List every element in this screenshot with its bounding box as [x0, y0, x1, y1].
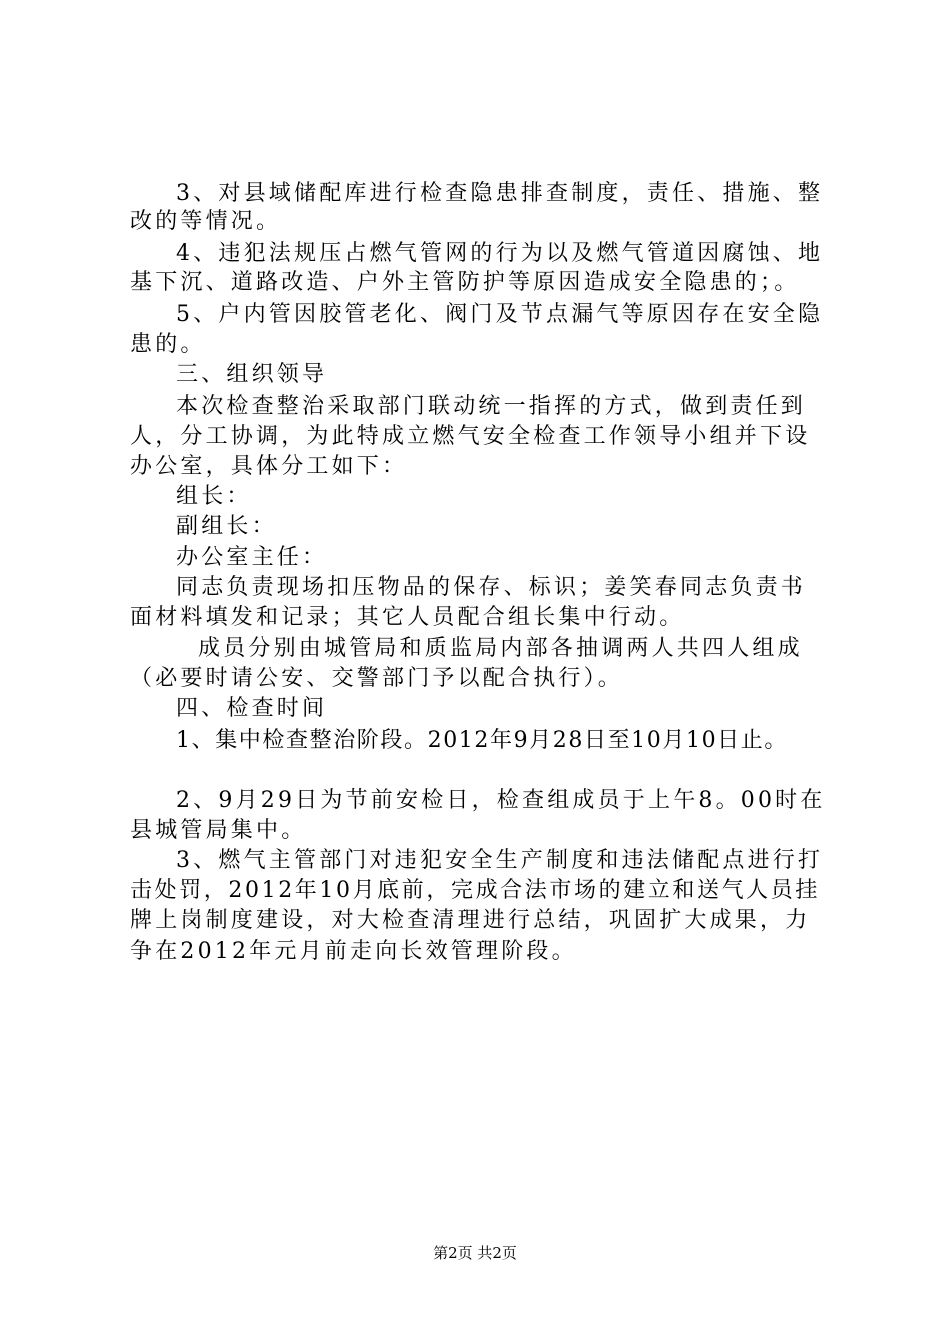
paragraph-line: 同志负责现场扣压物品的保存、标识；姜笑春同志负责书 [176, 575, 807, 600]
paragraph-line: 办公室，具体分工如下： [130, 454, 408, 479]
paragraph-line: 2、9月29日为节前安检日，检查组成员于上午8。00时在 [176, 788, 826, 813]
paragraph-line: 面材料填发和记录；其它人员配合组长集中行动。 [130, 605, 685, 630]
section-heading: 三、组织领导 [176, 362, 328, 387]
paragraph-line: 本次检查整治采取部门联动统一指挥的方式，做到责任到 [176, 394, 807, 419]
paragraph-line: 基下沉、道路改造、户外主管防护等原因造成安全隐患的；。 [130, 270, 800, 295]
paragraph-line: 组长： [176, 484, 252, 509]
paragraph-line: 3、燃气主管部门对违犯安全生产制度和违法储配点进行打 [176, 848, 824, 873]
paragraph-line: 办公室主任： [176, 545, 328, 570]
paragraph-line: 改的等情况。 [130, 209, 282, 234]
paragraph-line: 县城管局集中。 [130, 818, 307, 843]
paragraph-line: 成员分别由城管局和质监局内部各抽调两人共四人组成 [198, 636, 803, 661]
paragraph-line: 争在2012年元月前走向长效管理阶段。 [130, 939, 577, 964]
paragraph-line: 副组长： [176, 514, 277, 539]
paragraph-line: 5、户内管因胶管老化、阀门及节点漏气等原因存在安全隐 [176, 302, 824, 327]
paragraph-line: 4、违犯法规压占燃气管网的行为以及燃气管道因腐蚀、地 [176, 241, 824, 266]
paragraph-line: 3、对县域储配库进行检查隐患排查制度，责任、措施、整 [176, 181, 824, 206]
paragraph-line: 牌上岗制度建设，对大检查清理进行总结，巩固扩大成果，力 [130, 908, 811, 933]
paragraph-line: 患的。 [130, 332, 206, 357]
page-number-footer: 第2页 共2页 [433, 1244, 517, 1262]
paragraph-line: 1、集中检查整治阶段。2012年9月28日至10月10日止。 [176, 728, 788, 753]
paragraph-line: 击处罚，2012年10月底前，完成合法市场的建立和送气人员挂 [130, 878, 820, 903]
paragraph-line: 人，分工协调，为此特成立燃气安全检查工作领导小组并下设 [130, 424, 811, 449]
paragraph-line: （必要时请公安、交警部门予以配合执行）。 [130, 666, 624, 691]
section-heading: 四、检查时间 [176, 696, 328, 721]
